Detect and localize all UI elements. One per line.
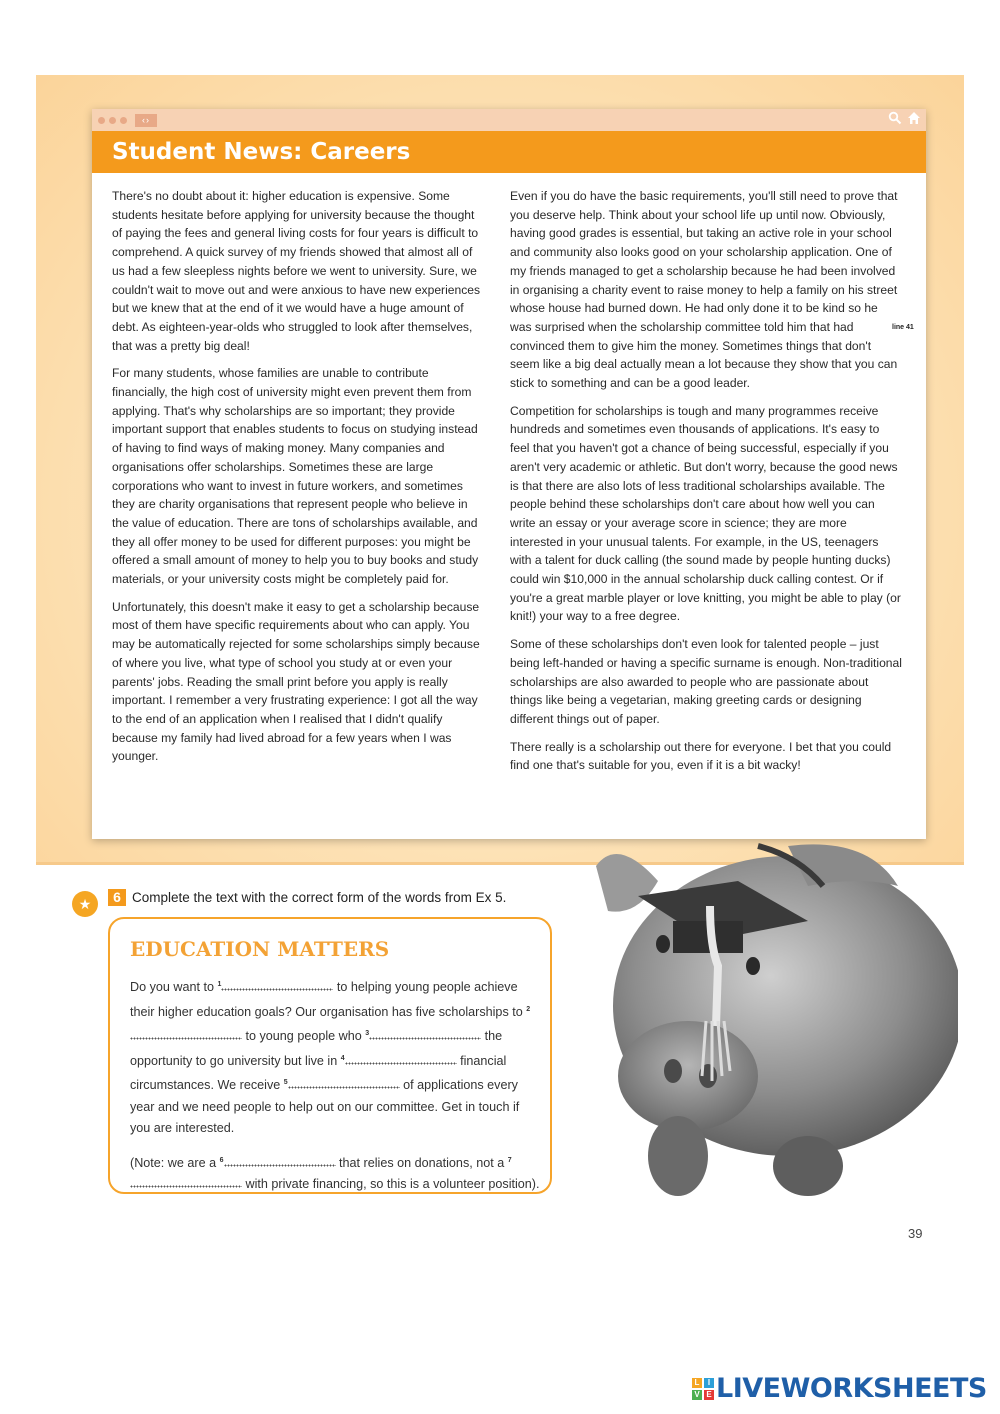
blank-number: 6: [219, 1156, 224, 1164]
blank-number: 5: [283, 1079, 288, 1086]
logo-text: LIVEWORKSHEETS: [716, 1373, 987, 1404]
logo-badge-letter: V: [692, 1390, 702, 1400]
blank-7-input[interactable]: [130, 1177, 242, 1188]
exercise-number: 6: [108, 889, 126, 906]
text-segment: (Note: we are a: [130, 1155, 220, 1170]
gap-fill-paragraph: [130, 974, 540, 1140]
blank-number: 1: [217, 981, 222, 988]
exercise-instruction: Complete the text with the correct form of the words from Ex 5.: [132, 890, 507, 905]
blank-number: 3: [365, 1030, 370, 1037]
article-column-right: [510, 187, 902, 784]
blank-1-input[interactable]: [221, 980, 333, 991]
window-dot: [120, 117, 127, 124]
text-segment: Do you want to: [130, 980, 218, 994]
browser-window: [92, 109, 926, 839]
blank-2-input[interactable]: [130, 1029, 242, 1040]
article-title: Student News: Careers: [112, 139, 411, 165]
article-paragraph: There's no doubt about it: higher education is expensive. Some students hesitate before applying for university because the thought of paying the fees and general living costs for four years is difficult to comprehend. A quick survey of my friends showed that almost all of us had a few sleepless nights before we went to university. Sure, we couldn't wait to move out and were anxious to have new experiences but we knew that at the end of it we would have a huge amount of debt. As eighteen-year-olds who struggled to look after themselves, that was a pretty big deal!: [112, 189, 481, 353]
text-segment: to helping young people achieve their higher education goals? Our organisation has five scholarships to: [130, 980, 527, 1019]
article-title-bar: [92, 131, 926, 173]
blank-3-input[interactable]: [369, 1029, 481, 1040]
article-paragraph: Competition for scholarships is tough and many programmes receive hundreds and sometimes even thousands of applications. It's easy to feel that you haven't got a chance of being successful, especially if you aren't very academic or athletic. But don't worry, because the good news is that there are also lots of less traditional scholarships available. The people behind these scholarships don't care about how well you can write an essay or your average score in science; they are more interested in your unusual talents. For example, in the US, teenagers with a talent for duck calling (the sound made by people hunting ducks) could win $10,000 in the annual scholarship duck calling contest. Or if you're a great marble player or love knitting, you might be able to play (or knit!) your way to a free degree.: [510, 403, 901, 624]
back-forward-buttons[interactable]: ‹›: [135, 114, 157, 127]
home-icon[interactable]: [907, 111, 921, 128]
text-segment: financial circumstances. We receive: [130, 1053, 507, 1092]
article-paragraph: Some of these scholarships don't even look for talented people – just being left-handed or having a specific surname is enough. Non-traditional scholarships are also awarded to people who are passionate about things like being a vegetarian, making greeting cards or designing different things out of paper.: [510, 637, 902, 726]
box-title: EDUCATION MATTERS: [130, 937, 390, 961]
line-marker: line 41: [892, 324, 914, 331]
window-dot: [98, 117, 105, 124]
logo-badge: [692, 1378, 714, 1400]
logo-badge-letter: E: [704, 1390, 714, 1400]
gap-fill-text: [130, 974, 540, 1206]
article-paragraph: Even if you do have the basic requirements, you'll still need to prove that you deserve help. Think about your school life up until now. Obviously, having good grades is essential, but taking an active role in your school and community also looks good on your scholarship application. One of my friends managed to get a scholarship because he had been involved in organising a charity event to raise money to help a family on his street whose house had burned down. He had only done it to be kind so he was surprised when the scholarship committee told him that had convinced them to give him the money. Sometimes things that don't seem like a big deal actually mean a lot because they show that you can stick to something and can be a good leader.: [510, 189, 898, 391]
blank-4-input[interactable]: [345, 1054, 457, 1065]
text-segment: with private financing, so this is a volunteer position).: [242, 1177, 540, 1191]
gap-fill-box: [108, 917, 552, 1194]
browser-toolbar: [92, 109, 926, 131]
article-paragraph: There really is a scholarship out there for everyone. I bet that you could find one that's suitable for you, even if it is a bit wacky!: [510, 739, 892, 773]
article-column-left: [112, 187, 484, 775]
article-paragraph: Unfortunately, this doesn't make it easy to get a scholarship because most of them have specific requirements about who can apply. You may be automatically rejected for some scholarships simply because of where you live, what type of school you study at or even your parents' jobs. Reading the small print before you apply is really important. I remember a very frustrating experience: I got all the way to the end of an application when I realised that I didn't qualify because my family had lived abroad for a few years when I was younger.: [112, 599, 480, 764]
blank-number: 7: [507, 1156, 512, 1164]
blank-number: 4: [340, 1054, 345, 1062]
search-icon[interactable]: [888, 111, 902, 128]
window-dot: [109, 117, 116, 124]
logo-badge-letter: I: [704, 1378, 714, 1388]
blank-5-input[interactable]: [288, 1078, 400, 1089]
text-segment: of applications every year and we need people to help out on our committee. Get in touch if you are interested.: [130, 1078, 520, 1135]
text-segment: that relies on donations, not a: [335, 1155, 508, 1170]
text-segment: the opportunity to go university but live in: [130, 1029, 503, 1068]
star-icon: ★: [72, 891, 98, 917]
piggy-bank-image: [578, 826, 958, 1206]
text-segment: to young people who: [242, 1029, 366, 1043]
blank-6-input[interactable]: [224, 1156, 336, 1167]
blank-number: 2: [526, 1005, 531, 1013]
page-number: 39: [908, 1226, 923, 1241]
logo-badge-letter: L: [692, 1378, 702, 1388]
article-paragraph: For many students, whose families are unable to contribute financially, the high cost of university might even prevent them from applying. That's why scholarships are so important; they provide important support that enables students to focus on studying instead of having to find ways of making money. Many companies and organisations offer scholarships. Sometimes these are large corporations who want to invest in future workers, and sometimes they are charity organisations that represent people who believe in the value of education. There are tons of scholarships available, and they all offer money to be used for different purposes: you might be offered a small amount of money to help you to buy books and study materials, or your university costs might be completely paid for.: [112, 366, 479, 587]
gap-fill-paragraph: [130, 1150, 540, 1196]
